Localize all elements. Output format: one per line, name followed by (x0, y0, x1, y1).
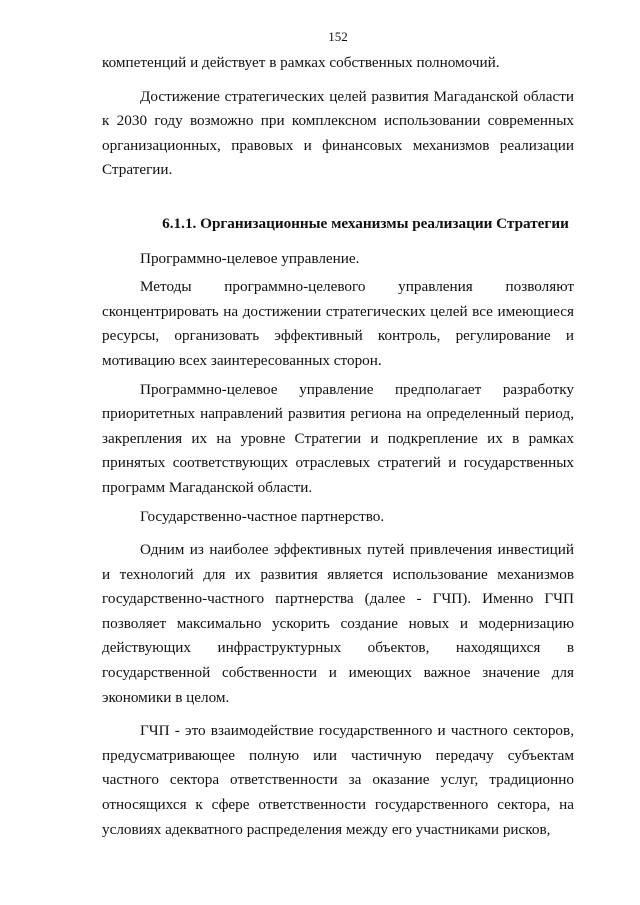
paragraph-strategic-goals: Достижение стратегических целей развития Магаданской области к 2030 году возможно при комплексном использовании современных организационных, правовых и финансовых механизмов реализации Стратегии. (102, 87, 574, 179)
paragraph-continuation: компетенций и действует в рамках собственных полномочий. (102, 54, 500, 71)
page-number: 152 (328, 29, 348, 44)
paragraph-ppp-definition: ГЧП - это взаимодействие государственного и частного секторов, предусматривающее полную или частичную передачу субъектам частного сектора ответственности за оказание услуг, традиционно относящихся к сфере ответственности государственного сектора, на условиях адекватного распределения между его участниками рисков, (102, 722, 574, 838)
paragraph-ppp-title: Государственно-частное партнерство. (140, 507, 385, 525)
section-heading: 6.1.1. Организационные механизмы реализации Стратегии (162, 214, 569, 232)
paragraph-program-target-title: Программно-целевое управление. (140, 249, 360, 267)
paragraph-program-target-methods: Методы программно-целевого управления позволяют сконцентрировать на достижении стратегических целей все имеющиеся ресурсы, организовать эффективный контроль, регулирование и мотивацию всех заинтересованных сторон. (102, 278, 574, 369)
paragraph-ppp-investments: Одним из наиболее эффективных путей привлечения инвестиций и технологий для их развития является использование механизмов государственно-частного партнерства (далее - ГЧП). Именно ГЧП позволяет максимально ускорить создание новых и модернизацию действующих инфраструктурных объектов, находящихся в государственной собственности и имеющих важное значение для экономики в целом. (102, 541, 574, 706)
paragraph-program-target-priorities: Программно-целевое управление предполагает разработку приоритетных направлений развития региона на определенный период, закрепления их на уровне Стратегии и подкрепление их в рамках принятых соответствующих отраслевых стратегий и государственных программ Магаданской области. (102, 380, 574, 496)
